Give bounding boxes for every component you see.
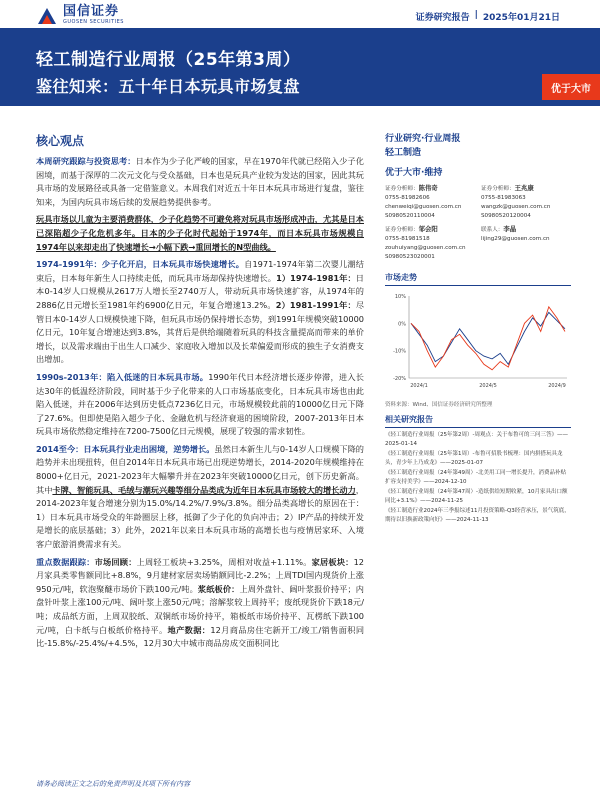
report-category: 行业研究·行业周报: [385, 134, 461, 144]
analyst-email[interactable]: zouhuiyang@guosen.com.cn: [385, 245, 466, 251]
report-subtitle: 鉴往知来：五十年日本玩具市场复盘: [36, 77, 301, 96]
para-lead: 重点数据跟踪：: [36, 556, 95, 567]
para-lead: 1974-1991年：少子化开启，日本玩具市场快速增长。: [36, 259, 245, 270]
related-report-text: 《轻工制造行业2024年三季报综述11月投资策略-Q3经营承压，景气筑底，期待以旧换新政策向好》: [385, 508, 570, 523]
paragraph-weekly-thinking: [36, 155, 364, 209]
para-body: 日本0-14岁人口规模从2617万人增长至2740万人，带动玩具市场快速扩容，从1974年的2886亿日元增长至1981年约6900亿日元，年复合增速13.2%。: [36, 272, 364, 310]
rating-badge: 优于大市: [542, 74, 600, 100]
para-body: 上周轻工板块+3.25%，周相对收益+1.11%。: [136, 556, 312, 567]
analyst-card: [481, 225, 571, 262]
y-tick-label: -10%: [393, 348, 406, 355]
meta-separator: |: [474, 10, 478, 20]
related-report-date: ——2024-12-10: [423, 478, 467, 485]
x-tick-label: 2024/5: [479, 383, 497, 389]
paragraph-1990s-2013: [36, 371, 364, 439]
analyst-role: 证券分析师：: [385, 227, 419, 233]
analyst-list: [385, 184, 571, 266]
paragraph-key-data: [36, 556, 364, 651]
analyst-role: 联系人：: [481, 227, 504, 233]
related-report-item[interactable]: [385, 450, 571, 467]
analyst-card: [385, 184, 475, 221]
report-date: 2025年01月21日: [482, 13, 560, 23]
para-body: 1990年代日本经济增长逐步停滞，进入长达30年的低温经济阶段，同时基于少子化带来的人口市场基底变化，日本玩具市场也由此陷入低迷，并在2006年达到历史低点7236亿日元，市场规模较此前的10000亿日元下降了27.6%。但即使是陷入超少子化、金融危机与经济衰退的困境阶段，2007-2013年日本玩具市场依然稳定维持在7200-7500亿日元规模，展现了较强的需求韧性。: [36, 371, 364, 437]
logo-mark-icon: [36, 4, 58, 26]
para-point: 1）1974-1981年：: [276, 272, 356, 283]
analyst-email[interactable]: lijing29@guosen.com.cn: [481, 236, 550, 242]
para-body: 上周外盘针、阔叶浆报价持平；内盘针叶浆上涨100元/吨、阔叶浆上涨50元/吨；溶解浆较上周持平；废纸现货价下跌18元/吨；成品纸方面，上周双胶纸、双铜纸市场价持平，箱板纸市场价持平、瓦楞纸下跌100元/吨，白卡纸与白板纸价格持平。: [36, 583, 364, 635]
related-reports-title: 相关研究报告: [385, 414, 571, 428]
logo-text-en: GUOSEN SECURITIES: [63, 18, 124, 25]
related-report-item[interactable]: [385, 507, 571, 524]
analyst-phone: 0755-81981518: [385, 236, 430, 242]
analyst-cert: S0980520120004: [481, 213, 531, 219]
analyst-cert: S0980520110004: [385, 213, 435, 219]
related-report-item[interactable]: [385, 431, 571, 448]
series-line-red: [411, 307, 565, 370]
analyst-name: 邹会阳: [418, 225, 438, 233]
related-report-date: ——2024-11-25: [420, 497, 464, 504]
analyst-card: [481, 184, 571, 221]
related-report-item[interactable]: [385, 469, 571, 486]
guosen-logo: [36, 4, 124, 26]
analyst-name: 陈伟奇: [418, 184, 438, 192]
analyst-card: [385, 225, 475, 262]
analyst-phone: 0755-81982606: [385, 195, 430, 201]
para-body: ，2014-2023年复合增速分别为15.0%/14.2%/7.9%/3.8%。细分品类高增长的原因在于：1）日本玩具市场受众的年龄圈层上移，抵御了少子化的负向冲击；2）IP产品的持续开发是增长的底层基础；3）此外，2021年以来日本玩具市场的高增长也与疫情居家环、入境客户旅游消费需求有关。: [36, 484, 364, 550]
paragraph-2014-now: [36, 443, 364, 552]
y-tick-label: 10%: [394, 294, 406, 300]
title-banner: [0, 28, 600, 106]
analyst-name: 王兆康: [514, 184, 534, 192]
series-line-blue: [411, 312, 565, 364]
para-point: 家居板块：: [311, 556, 354, 567]
para-body: 12月家具类零售额同比+8.8%，9月建材家居卖场销额同比-2.2%；上周TDI国内现货价上涨950元/吨，软泡聚醚市场价下跌100元/吨。: [36, 556, 364, 594]
y-tick-label: 0%: [398, 321, 406, 328]
para-body: 虽然日本新生儿与0-14岁人口规模下降的趋势并未出现扭转，但自2014年日本玩具市场已出现逆势增长，2014-2020年规模维持在8000+亿日元，2021-2023年大幅攀升并在2023年突破10000亿日元，创下历史新高。其中: [36, 443, 364, 495]
para-lead: 2014至今：日本玩具行业走出困境，逆势增长。: [36, 443, 215, 454]
report-meta: [416, 10, 560, 23]
industry-name: 轻工制造: [385, 148, 422, 158]
report-type: 证券研究报告: [415, 13, 470, 23]
para-body: 12月商品房住宅新开工/竣工/销售面积同比-15.8%/-25.4%/+4.5%，12月30大中城市商品房成交面积同比: [36, 624, 365, 649]
sidebar-column: [385, 132, 571, 526]
analyst-email[interactable]: wangzk@guosen.com.cn: [481, 204, 551, 210]
related-report-text: 《轻工制造行业周报（24年第49周）-北美用工同一增长提升，消费品补贴扩容支持美学》: [385, 470, 566, 485]
related-reports-list: [385, 431, 571, 524]
footer-disclaimer: 请务必阅读正文之后的免责声明及其项下所有内容: [36, 780, 190, 788]
para-body: 尽管日本0-14岁人口规模快速下降，但玩具市场仍保持增长态势，到1991年规模突破10000亿日元，10年复合增速达到3.8%，其背后是供给端随着玩具的科技含量提高而带来的单价增长，以及需求端由于出生人口减少、家庭收入增加以及长辈偏爱而形成的独生子女消费支出增加。: [36, 299, 365, 365]
para-body: 自1971-1974年第二次婴儿潮结束后，日本每年新生人口持续走低，而玩具市场却保持快速增长。: [36, 259, 364, 283]
para-body: 日本作为少子化严峻的国家，早在1970年代就已经陷入少子化困境，而基于深厚的二次元文化与受众基础，日本也是玩具产业较为发达的国家，因此其玩具市场的发展路径或具备一定借鉴意义。本周我们对近五十年日本玩具市场进行复盘，鉴往知来，为国内玩具市场后续的发展趋势提供参考。: [36, 156, 364, 207]
market-trend-chart: [385, 290, 571, 394]
chart-title: 市场走势: [385, 272, 571, 286]
analyst-email[interactable]: chenweiqi@guosen.com.cn: [385, 204, 462, 210]
para-lead: 本周研究跟踪与投资思考：: [36, 156, 136, 166]
para-point: 浆纸板价：: [197, 583, 240, 594]
analyst-phone: 0755-81983063: [481, 195, 526, 201]
para-lead: 1990s-2013年：陷入低迷的日本玩具市场。: [36, 371, 209, 382]
analyst-role: 证券分析师：: [385, 186, 419, 192]
related-report-text: 《轻工制造行业周报（25年第1周）-布鲁可招股书梳理：国内拼搭玩具龙头，青少年上乃成龙》: [385, 451, 563, 466]
x-tick-label: 2024/9: [548, 383, 566, 389]
chart-source: 资料来源：Wind、国信证券经济研究所整理: [385, 402, 493, 408]
para-highlight: 卡牌、智能玩具、毛绒与潮玩兴趣等细分品类成为近年日本玩具市场较大的增长动力: [52, 484, 356, 495]
industry-rating: 优于大市·维持: [385, 168, 443, 178]
related-report-text: 《轻工制造行业周报（25年第2周）-周观点：关于布鲁可的三问三答》: [385, 432, 557, 438]
analyst-cert: S0980523020001: [385, 254, 435, 260]
para-point: 市场回顾：: [94, 556, 137, 567]
paragraph-1974-1991: [36, 258, 364, 367]
related-report-date: ——2024-11-13: [445, 516, 489, 523]
para-point: 2）1981-1991年：: [275, 299, 356, 310]
para-point: 地产数据：: [167, 624, 211, 635]
paragraph-key-thesis: 玩具市场以儿童为主要消费群体，少子化趋势不可避免将对玩具市场形成冲击，尤其是日本已深陷超少子化危机多年。日本的少子化时代起始于1974年，而日本玩具市场规模自1974年以来却走出了快速增长→小幅下跌→重回增长的N型曲线。: [36, 214, 364, 252]
y-tick-label: -20%: [393, 376, 406, 382]
chart-axis: [409, 296, 567, 378]
related-report-text: 《轻工制造行业周报（24年第47周）-造纸供给短期收紧，10月家具出口额同比+3.1%》: [385, 489, 568, 504]
analyst-name: 李晶: [503, 225, 517, 233]
x-tick-label: 2024/1: [410, 383, 428, 389]
core-views-title: 核心观点: [36, 134, 85, 148]
related-report-item[interactable]: [385, 488, 571, 505]
logo-text-cn: 国信证券: [63, 3, 120, 19]
core-views-column: [36, 132, 364, 655]
related-report-date: ——2025-01-14: [385, 432, 568, 447]
related-report-date: ——2025-01-07: [440, 459, 483, 466]
analyst-role: 证券分析师：: [481, 186, 515, 192]
report-title: 轻工制造行业周报（25年第3周）: [36, 50, 301, 70]
